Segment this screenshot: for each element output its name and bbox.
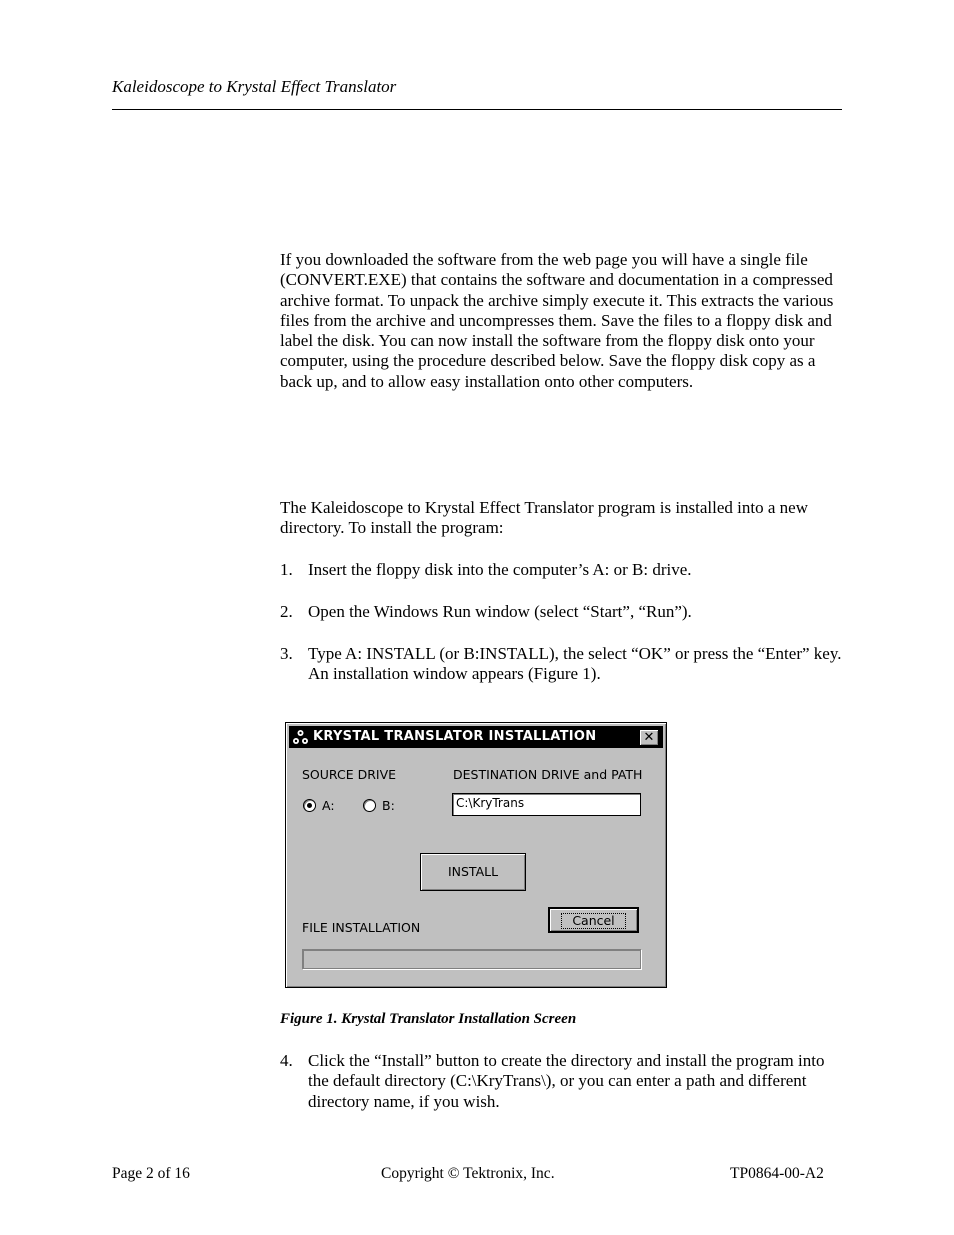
installation-dialog [285, 722, 667, 988]
header-rule [112, 109, 842, 110]
footer-page-number: Page 2 of 16 [112, 1165, 190, 1182]
radio-drive-b[interactable] [363, 799, 376, 812]
step-text: Insert the floppy disk into the computer’s A: or B: drive. [308, 560, 692, 579]
step-number: 3. [280, 644, 293, 663]
step-number: 2. [280, 602, 293, 621]
installation-progress-bar [302, 949, 641, 969]
close-icon[interactable]: ✕ [639, 729, 659, 746]
step-number: 1. [280, 560, 293, 579]
footer-copyright: Copyright © Tektronix, Inc. [381, 1165, 555, 1182]
file-installation-label: FILE INSTALLATION [302, 920, 421, 935]
step-text: Type A: INSTALL (or B:INSTALL), the select “OK” or press the “Enter” key. An installation window appears (Figure 1). [308, 644, 842, 684]
paragraph-install-intro: The Kaleidoscope to Krystal Effect Translator program is installed into a new directory. To install the program: [280, 498, 808, 538]
step-number: 4. [280, 1051, 293, 1070]
dialog-titlebar[interactable] [289, 726, 663, 748]
app-icon [292, 729, 309, 746]
radio-drive-a[interactable] [303, 799, 316, 812]
document-header-title: Kaleidoscope to Krystal Effect Translator [112, 77, 397, 96]
footer-doc-id: TP0864-00-A2 [730, 1165, 824, 1182]
step-3 [280, 644, 842, 685]
install-button[interactable]: INSTALL [420, 853, 526, 891]
step-4 [280, 1051, 842, 1112]
dialog-title: KRYSTAL TRANSLATOR INSTALLATION [313, 729, 597, 744]
cancel-button[interactable] [548, 907, 639, 933]
figure-caption: Figure 1. Krystal Translator Installation Screen [280, 1011, 577, 1027]
cancel-button-label: Cancel [562, 914, 624, 928]
source-drive-label: SOURCE DRIVE [302, 767, 397, 782]
radio-drive-b-label[interactable]: B: [382, 798, 395, 813]
step-1 [280, 560, 842, 580]
radio-drive-a-label[interactable]: A: [322, 798, 335, 813]
destination-label: DESTINATION DRIVE and PATH [453, 767, 643, 782]
paragraph-download: If you downloaded the software from the web page you will have a single file (CONVERT.EXE) that contains the software and documentation in a compressed archive format. To unpack the archive simply execute it. This extracts the various files from the archive and uncompresses them. Save the files to a floppy disk and label the disk. You can now install the software from the floppy disk onto your computer, using the procedure described below. Save the floppy disk copy as a back up, and to allow easy installation onto other computers. [280, 250, 834, 391]
step-text: Click the “Install” button to create the directory and install the program into the default directory (C:\KryTrans\), or you can enter a path and different directory name, if you wish. [308, 1051, 825, 1111]
destination-path-input[interactable]: C:\KryTrans [452, 793, 641, 816]
step-2 [280, 602, 842, 622]
step-text: Open the Windows Run window (select “Start”, “Run”). [308, 602, 692, 621]
